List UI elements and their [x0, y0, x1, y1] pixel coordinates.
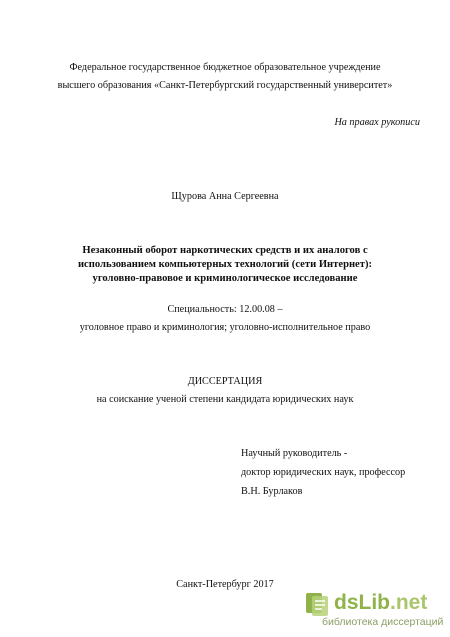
dissertation-title-line-1: Незаконный оборот наркотических средств и их аналогов с: [82, 245, 368, 256]
manuscript-note: На правах рукописи: [334, 117, 420, 128]
dslib-subtitle: библиотека диссертаций: [322, 616, 444, 628]
supervisor-name: В.Н. Бурлаков: [241, 486, 303, 497]
dissertation-heading: ДИССЕРТАЦИЯ: [187, 376, 263, 387]
specialty-name: уголовное право и криминология; уголовно-исполнительное право: [79, 322, 371, 333]
dissertation-title-line-2: использованием компьютерных технологий (сети Интернет):: [77, 259, 373, 270]
specialty-code: Специальность: 12.00.08 –: [167, 304, 283, 315]
city-year: Санкт-Петербург 2017: [176, 579, 274, 590]
author-name: Щурова Анна Сергеевна: [171, 191, 279, 202]
dslib-logo-icon: [305, 591, 331, 617]
dslib-site-name: dsLib.net: [334, 591, 428, 614]
dissertation-title-line-3: уголовно-правовое и криминологическое исследование: [92, 273, 358, 284]
supervisor-degree: доктор юридических наук, профессор: [241, 467, 406, 478]
institution-line-1: Федеральное государственное бюджетное образовательное учреждение: [69, 62, 381, 73]
dslib-watermark: [305, 591, 444, 629]
institution-line-2: высшего образования «Санкт-Петербургский государственный университет»: [57, 80, 393, 91]
dissertation-purpose: на соискание ученой степени кандидата юридических наук: [96, 394, 354, 405]
supervisor-role: Научный руководитель -: [241, 448, 348, 459]
